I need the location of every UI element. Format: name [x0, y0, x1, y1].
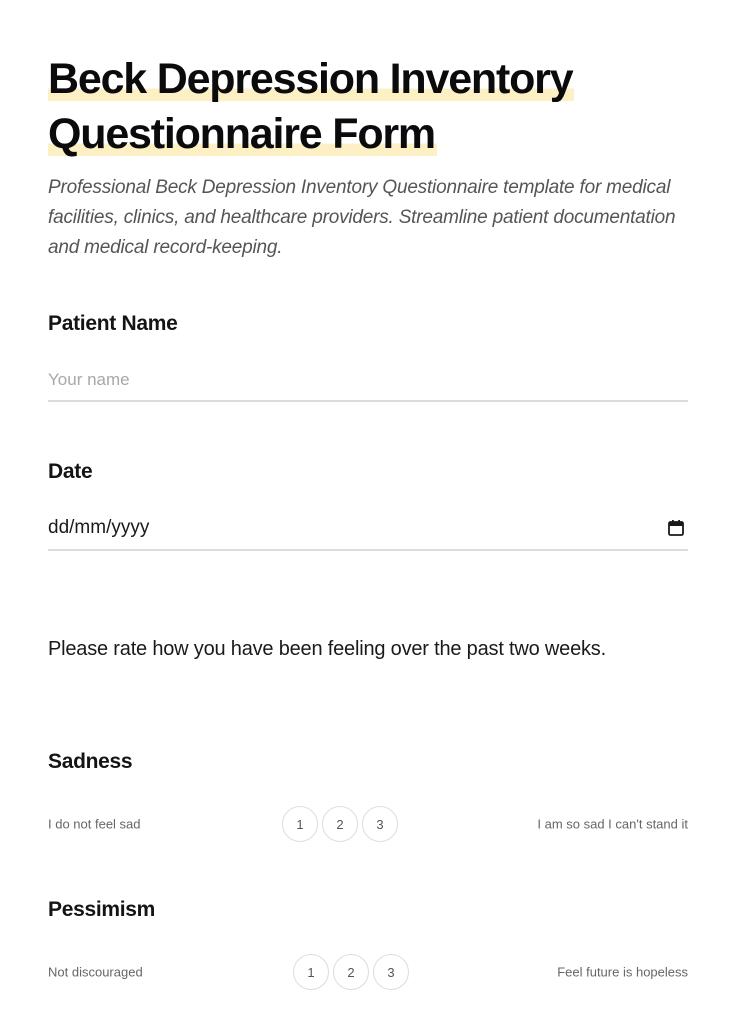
patient-name-label: Patient Name	[48, 312, 178, 335]
rating-option-3[interactable]: 3	[373, 954, 409, 990]
date-input[interactable]	[48, 508, 688, 551]
form-title-text: Beck Depression Inventory Questionnaire Form	[48, 55, 573, 158]
patient-name-input[interactable]	[48, 360, 688, 402]
scale-high-label: I am so sad I can't stand it	[537, 816, 688, 832]
rating-scale	[48, 806, 688, 842]
calendar-icon[interactable]	[666, 518, 686, 538]
rating-option-1[interactable]: 1	[282, 806, 318, 842]
question-pessimism	[48, 898, 688, 990]
question-label: Sadness	[48, 750, 133, 773]
date-value: dd/mm/yyyy	[48, 516, 150, 538]
scale-high-label: Feel future is hopeless	[557, 964, 688, 980]
date-field	[48, 460, 688, 551]
rating-option-1[interactable]: 1	[293, 954, 329, 990]
scale-low-label: I do not feel sad	[48, 816, 141, 832]
question-sadness	[48, 750, 688, 842]
rating-scale	[48, 954, 688, 990]
rating-option-3[interactable]: 3	[362, 806, 398, 842]
form-page	[0, 52, 736, 1024]
question-label: Pessimism	[48, 898, 156, 921]
scale-low-label: Not discouraged	[48, 964, 143, 980]
patient-name-field	[48, 312, 688, 402]
form-subtitle: Professional Beck Depression Inventory Questionnaire template for medical facilities, clinics, and healthcare providers. Streamline patient documentation and medical record-keeping.	[48, 177, 676, 258]
rating-options	[293, 954, 409, 990]
rating-options	[282, 806, 398, 842]
rating-option-2[interactable]: 2	[322, 806, 358, 842]
rating-option-2[interactable]: 2	[333, 954, 369, 990]
intro-text: Please rate how you have been feeling over the past two weeks.	[48, 638, 606, 660]
date-label: Date	[48, 460, 93, 483]
form-title	[48, 52, 688, 162]
